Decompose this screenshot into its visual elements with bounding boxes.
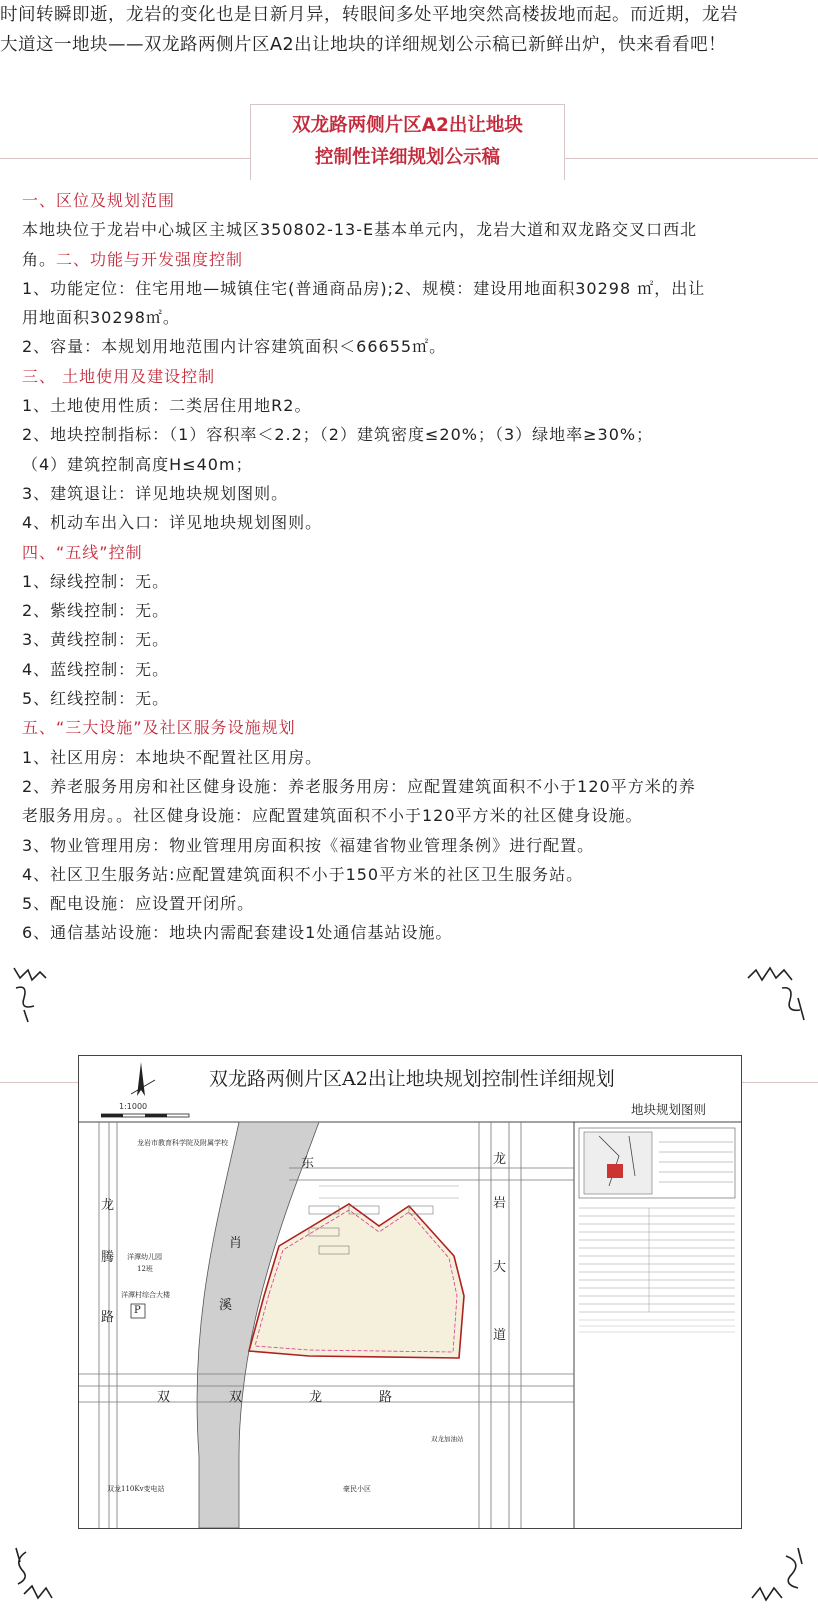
map-label-yan: 岩 xyxy=(493,1196,507,1211)
map-label-long-left: 龙 xyxy=(101,1198,115,1213)
notice-content xyxy=(22,186,802,948)
map-subtitle: 地块规划图则 xyxy=(631,1102,707,1117)
map-drawing xyxy=(79,1056,741,1528)
map-label-parking: P xyxy=(134,1305,141,1316)
content-line: （4）建筑控制高度H≤40m； xyxy=(22,454,253,474)
content-line: 用地面积30298㎡。 xyxy=(22,308,180,328)
content-line: 1、土地使用性质：二类居住用地R2。 xyxy=(22,396,312,416)
intro-line-1: 时间转瞬即逝，龙岩的变化也是日新月异，转眼间多处平地突然高楼拔地而起。而近期，龙岩 xyxy=(0,5,738,25)
map-label-substation: 双龙110Kv变电站 xyxy=(107,1485,165,1493)
content-line: 2、紫线控制：无。 xyxy=(22,601,170,621)
content-line: 2、地块控制指标：（1）容积率＜2.2；（2）建筑密度≤20%；（3）绿地率≥30%； xyxy=(22,425,654,445)
content-line: 3、物业管理用房：物业管理用房面积按《福建省物业管理条例》进行配置。 xyxy=(22,835,595,855)
content-line: 3、黄线控制：无。 xyxy=(22,630,170,650)
intro-line-2: 大道这一地块——双龙路两侧片区A2出让地块的详细规划公示稿已新鲜出炉，快来看看吧！ xyxy=(0,35,727,55)
scribble-bottom-left-icon xyxy=(6,1542,76,1612)
section-heading: 二、功能与开发强度控制 xyxy=(56,249,244,269)
map-label-shu: 肖 xyxy=(229,1236,243,1251)
notice-title-line-2: 控制性详细规划公示稿 xyxy=(314,147,500,168)
content-line: 4、机动车出入口：详见地块规划图则。 xyxy=(22,513,323,533)
map-label-lu-road: 路 xyxy=(379,1390,393,1405)
content-line: 6、通信基站设施：地块内需配套建设1处通信基站设施。 xyxy=(22,923,453,943)
map-label-kindergarten: 洋潭幼儿园 xyxy=(127,1253,162,1261)
content-line: 老服务用房。。社区健身设施：应配置建筑面积不小于120平方米的社区健身设施。 xyxy=(22,806,643,826)
content-line: 本地块位于龙岩中心城区主城区350802-13-E基本单元内，龙岩大道和双龙路交叉口西北 xyxy=(22,220,698,240)
map-label-school: 龙岩市教育科学院及附属学校 xyxy=(137,1139,228,1147)
section-heading: 四、“五线”控制 xyxy=(22,542,143,562)
scribble-bottom-right-icon xyxy=(742,1542,812,1612)
content-line xyxy=(22,245,802,274)
map-label-complex: 洋潭村综合大楼 xyxy=(121,1291,170,1299)
content-line: 1、绿线控制：无。 xyxy=(22,571,170,591)
map-label-long-road: 龙 xyxy=(309,1390,323,1405)
map-label-lu-left: 路 xyxy=(101,1310,115,1325)
notice-title-box xyxy=(250,104,565,180)
content-line: 1、功能定位：住宅用地—城镇住宅(普通商品房);2、规模：建设用地面积30298 ㎡，出让 xyxy=(22,278,706,298)
content-line: 2、养老服务用房和社区健身设施：养老服务用房：应配置建筑面积不小于120平方米的养 xyxy=(22,776,696,796)
map-label-dong: 东 xyxy=(301,1156,315,1171)
intro-paragraph xyxy=(0,0,818,60)
section-heading: 一、区位及规划范围 xyxy=(22,191,176,210)
map-label-long-right: 龙 xyxy=(493,1152,507,1167)
content-line: 2、容量：本规划用地范围内计容建筑面积＜66655㎡。 xyxy=(22,337,447,357)
map-label-shuang-1: 双 xyxy=(157,1390,171,1405)
map-label-teng: 腾 xyxy=(101,1250,115,1265)
plan-map-image xyxy=(78,1055,742,1529)
map-label-kindergarten-class: 12班 xyxy=(137,1265,153,1273)
map-scale: 1:1000 xyxy=(119,1102,148,1111)
content-line: 4、蓝线控制：无。 xyxy=(22,659,170,679)
map-label-dao: 道 xyxy=(493,1328,507,1343)
scribble-top-left-icon xyxy=(6,958,66,1028)
map-label-shuang-2: 双 xyxy=(229,1390,243,1405)
map-title: 双龙路两侧片区A2出让地块规划控制性详细规划 xyxy=(209,1068,615,1090)
section-heading: 五、“三大设施”及社区服务设施规划 xyxy=(22,718,296,738)
map-label-station: 双龙加油站 xyxy=(431,1435,464,1443)
content-line: 5、配电设施：应设置开闭所。 xyxy=(22,894,255,914)
scribble-top-right-icon xyxy=(742,958,812,1028)
content-line: 3、建筑退让：详见地块规划图则。 xyxy=(22,483,289,503)
section-heading: 三、 土地使用及建设控制 xyxy=(22,366,216,386)
content-line: 4、社区卫生服务站:应配置建筑面积不小于150平方米的社区卫生服务站。 xyxy=(22,864,584,884)
content-text: 角。 xyxy=(22,249,57,269)
map-label-da: 大 xyxy=(493,1260,507,1275)
content-line: 1、社区用房：本地块不配置社区用房。 xyxy=(22,747,323,767)
map-label-community: 豪民小区 xyxy=(343,1485,371,1493)
notice-title-line-1: 双龙路两侧片区A2出让地块 xyxy=(292,115,523,136)
content-line: 5、红线控制：无。 xyxy=(22,689,170,709)
map-label-xi: 溪 xyxy=(219,1298,233,1313)
